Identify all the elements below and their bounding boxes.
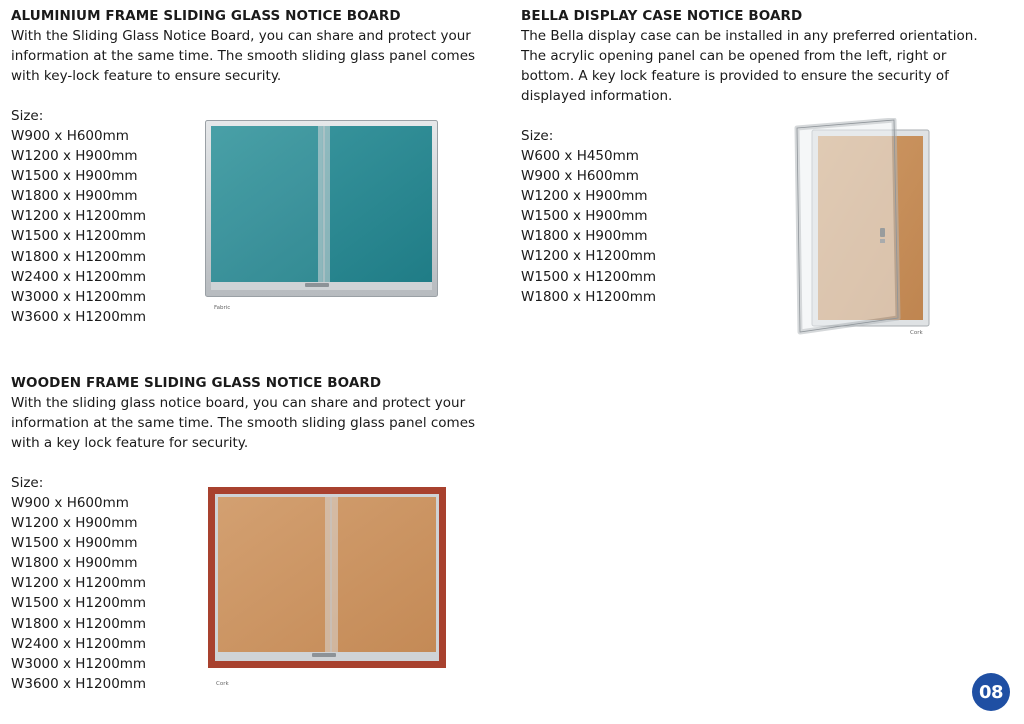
size-item: W1800 x H1200mm [11,248,147,265]
page-number: 08 [978,681,1004,703]
size-item: W1800 x H900mm [11,555,138,572]
size-item: W1800 x H900mm [521,228,648,245]
size-item: W1200 x H1200mm [521,248,657,265]
aluminium-caption: Fabric [214,305,231,311]
size-item: W2400 x H1200mm [11,268,147,285]
size-item: W1800 x H1200mm [11,615,147,632]
size-item: W1500 x H1200mm [11,595,147,612]
bella-desc-line-2: The acrylic opening panel can be opened from the left, right or [521,48,947,64]
bella-desc-line-3: bottom. A key lock feature is provided to ensure the security of [521,68,949,84]
bella-desc-line-1: The Bella display case can be installed in any preferred orientation. [521,28,978,44]
wooden-title: WOODEN FRAME SLIDING GLASS NOTICE BOARD [11,375,382,391]
size-item: W1800 x H900mm [11,188,138,205]
wooden-size-label: Size: [11,475,44,491]
size-item: W1200 x H1200mm [11,575,147,592]
size-item: W1500 x H1200mm [521,268,657,285]
wooden-desc-line-2: information at the same time. The smooth sliding glass panel comes [11,415,476,431]
wooden-desc-line-1: With the sliding glass notice board, you can share and protect your [11,395,466,411]
size-item: W600 x H450mm [521,148,639,164]
size-item: W900 x H600mm [11,495,129,511]
size-item: W1200 x H900mm [11,515,138,532]
bella-title: BELLA DISPLAY CASE NOTICE BOARD [521,8,803,24]
size-item: W2400 x H1200mm [11,635,147,652]
aluminium-desc-line-3: with key-lock feature to ensure security. [11,68,282,84]
size-item: W1200 x H900mm [11,148,138,165]
size-item: W1200 x H900mm [521,188,648,205]
wooden-desc-line-3: with a key lock feature for security. [11,435,249,451]
size-item: W3600 x H1200mm [11,675,147,692]
size-item: W3000 x H1200mm [11,288,147,305]
aluminium-desc-line-2: information at the same time. The smooth sliding glass panel comes [11,48,476,64]
bella-display-case-image [794,118,934,340]
size-item: W1500 x H900mm [521,208,648,225]
size-item: W3600 x H1200mm [11,308,147,325]
wooden-caption: Cork [216,681,229,687]
size-item: W900 x H600mm [521,168,639,185]
aluminium-notice-board-image [205,120,438,297]
aluminium-desc-line-1: With the Sliding Glass Notice Board, you can share and protect your [11,28,471,44]
size-item: W1800 x H1200mm [521,288,657,305]
wooden-notice-board-image [208,487,446,668]
size-item: W1200 x H1200mm [11,208,147,225]
bella-desc-line-4: displayed information. [521,88,673,104]
size-item: W1500 x H1200mm [11,228,147,245]
aluminium-size-label: Size: [11,108,44,124]
size-item: W900 x H600mm [11,128,129,144]
bella-size-label: Size: [521,128,554,144]
bella-caption: Cork [910,330,923,336]
size-item: W1500 x H900mm [11,168,138,185]
size-item: W3000 x H1200mm [11,655,147,672]
page-number-badge [972,673,1010,711]
aluminium-title: ALUMINIUM FRAME SLIDING GLASS NOTICE BOARD [11,8,401,24]
size-item: W1500 x H900mm [11,535,138,552]
